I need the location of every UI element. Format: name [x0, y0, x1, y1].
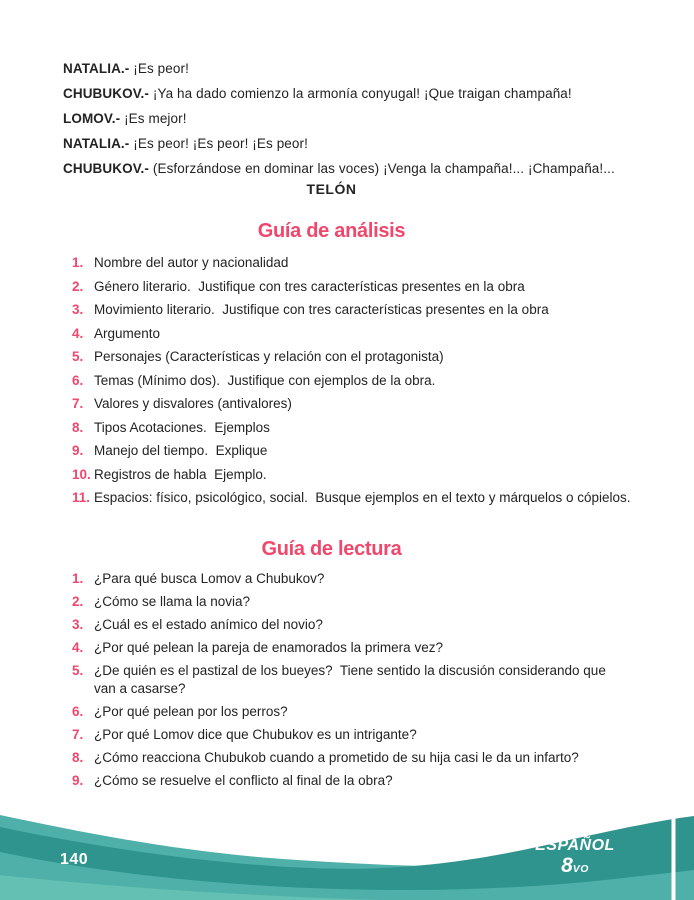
- dialogue-text: (Esforzándose en dominar las voces) ¡Venga la champaña!... ¡Champaña!...: [152, 161, 615, 176]
- item-number: 2.: [72, 278, 84, 294]
- item-text: Espacios: físico, psicológico, social. Busque ejemplos en el texto y márquelos o cópielos.: [94, 490, 631, 505]
- list-item: [72, 593, 631, 611]
- list-item: [72, 639, 631, 657]
- speaker-name: CHUBUKOV.-: [63, 161, 150, 176]
- list-item: [72, 726, 631, 744]
- item-text: Argumento: [94, 325, 161, 341]
- item-text: Género literario. Justifique con tres características presentes en la obra: [94, 278, 525, 294]
- speaker-name: CHUBUKOV.-: [63, 86, 150, 101]
- dialogue-text: ¡Es mejor!: [124, 111, 187, 126]
- item-number: 4.: [72, 640, 84, 655]
- item-number: 9.: [72, 773, 84, 788]
- item-number: 6.: [72, 704, 84, 719]
- list-item: [72, 616, 631, 634]
- item-number: 8.: [72, 419, 84, 435]
- speaker-name: NATALIA.-: [63, 136, 130, 151]
- item-number: 8.: [72, 750, 84, 765]
- brand-grade-suffix: VO: [572, 863, 589, 875]
- brand-logo: [527, 838, 623, 876]
- item-number: 1.: [72, 571, 84, 586]
- analysis-guide-list: [72, 254, 631, 513]
- speaker-name: LOMOV.-: [63, 111, 121, 126]
- list-item: [72, 442, 631, 460]
- item-number: 7.: [72, 727, 84, 742]
- item-text: ¿Para qué busca Lomov a Chubukov?: [94, 571, 325, 586]
- brand-espanol-label: ESPAÑOL: [535, 837, 615, 854]
- dialogue-text: ¡Es peor! ¡Es peor! ¡Es peor!: [133, 136, 308, 151]
- brand-grade-label: [527, 855, 623, 876]
- list-item: [72, 348, 631, 366]
- item-text: Personajes (Características y relación con el protagonista): [94, 349, 444, 364]
- list-item: [72, 395, 631, 413]
- brand-grade-numeral: 8: [561, 854, 573, 877]
- item-number: 9.: [72, 443, 84, 458]
- item-text: ¿Por qué pelean la pareja de enamorados la primera vez?: [94, 640, 443, 655]
- item-text: Movimiento literario. Justifique con tres características presentes en la obra: [94, 302, 549, 317]
- footer-divider-line: [672, 806, 676, 900]
- item-number: 5.: [72, 349, 84, 364]
- speaker-name: NATALIA.-: [63, 61, 130, 76]
- item-number: 7.: [72, 396, 84, 411]
- play-dialogue: [63, 56, 656, 181]
- dialogue-line: [63, 156, 656, 181]
- list-item: [72, 419, 631, 437]
- item-text: ¿Cuál es el estado anímico del novio?: [94, 617, 323, 632]
- item-number: 5.: [72, 663, 84, 678]
- item-text: ¿Por qué pelean por los perros?: [94, 704, 288, 719]
- dialogue-text: ¡Ya ha dado comienzo la armonía conyugal! ¡Que traigan champaña!: [152, 86, 572, 101]
- list-item: [72, 489, 631, 507]
- page-number: 140: [60, 851, 89, 868]
- list-item: [72, 278, 631, 296]
- analysis-guide-title: Guía de análisis: [257, 220, 406, 242]
- item-text: Temas (Mínimo dos). Justifique con ejemplos de la obra.: [94, 372, 436, 388]
- item-number: 11.: [72, 490, 91, 505]
- dialogue-line: [63, 56, 656, 81]
- item-text: Registros de habla Ejemplo.: [94, 466, 267, 482]
- item-number: 3.: [72, 617, 84, 632]
- list-item: [72, 325, 631, 343]
- dialogue-line: [63, 81, 656, 106]
- item-number: 1.: [72, 255, 84, 270]
- list-item: [72, 703, 631, 721]
- item-text: Valores y disvalores (antivalores): [94, 396, 292, 411]
- dialogue-text: ¡Es peor!: [133, 61, 189, 76]
- list-item: [72, 466, 631, 484]
- dialogue-line: [63, 131, 656, 156]
- item-number: 4.: [72, 325, 84, 341]
- item-number: 3.: [72, 302, 84, 317]
- item-text: Nombre del autor y nacionalidad: [94, 255, 289, 270]
- item-text: ¿Cómo se resuelve el conflicto al final de la obra?: [94, 773, 393, 788]
- list-item: [72, 254, 631, 272]
- item-text: ¿Cómo se llama la novia?: [94, 594, 251, 609]
- item-text: Manejo del tiempo. Explique: [94, 443, 268, 458]
- item-text: ¿Cómo reacciona Chubukob cuando a prometido de su hija casi le da un infarto?: [94, 750, 579, 765]
- reading-guide-title: Guía de lectura: [261, 538, 402, 560]
- item-text: Tipos Acotaciones. Ejemplos: [94, 419, 270, 435]
- reading-guide-list: [72, 570, 631, 795]
- curtain-label: TELÓN: [306, 181, 357, 197]
- item-text: ¿Por qué Lomov dice que Chubukov es un intrigante?: [94, 727, 417, 742]
- list-item: [72, 662, 631, 698]
- item-number: 2.: [72, 594, 84, 609]
- list-item: [72, 749, 631, 767]
- item-number: 6.: [72, 372, 84, 388]
- list-item: [72, 372, 631, 390]
- list-item: [72, 570, 631, 588]
- list-item: [72, 301, 631, 319]
- item-text: ¿De quién es el pastizal de los bueyes? Tiene sentido la discusión considerando que van a casarse?: [94, 663, 610, 696]
- item-number: 10.: [72, 466, 91, 482]
- dialogue-line: [63, 106, 656, 131]
